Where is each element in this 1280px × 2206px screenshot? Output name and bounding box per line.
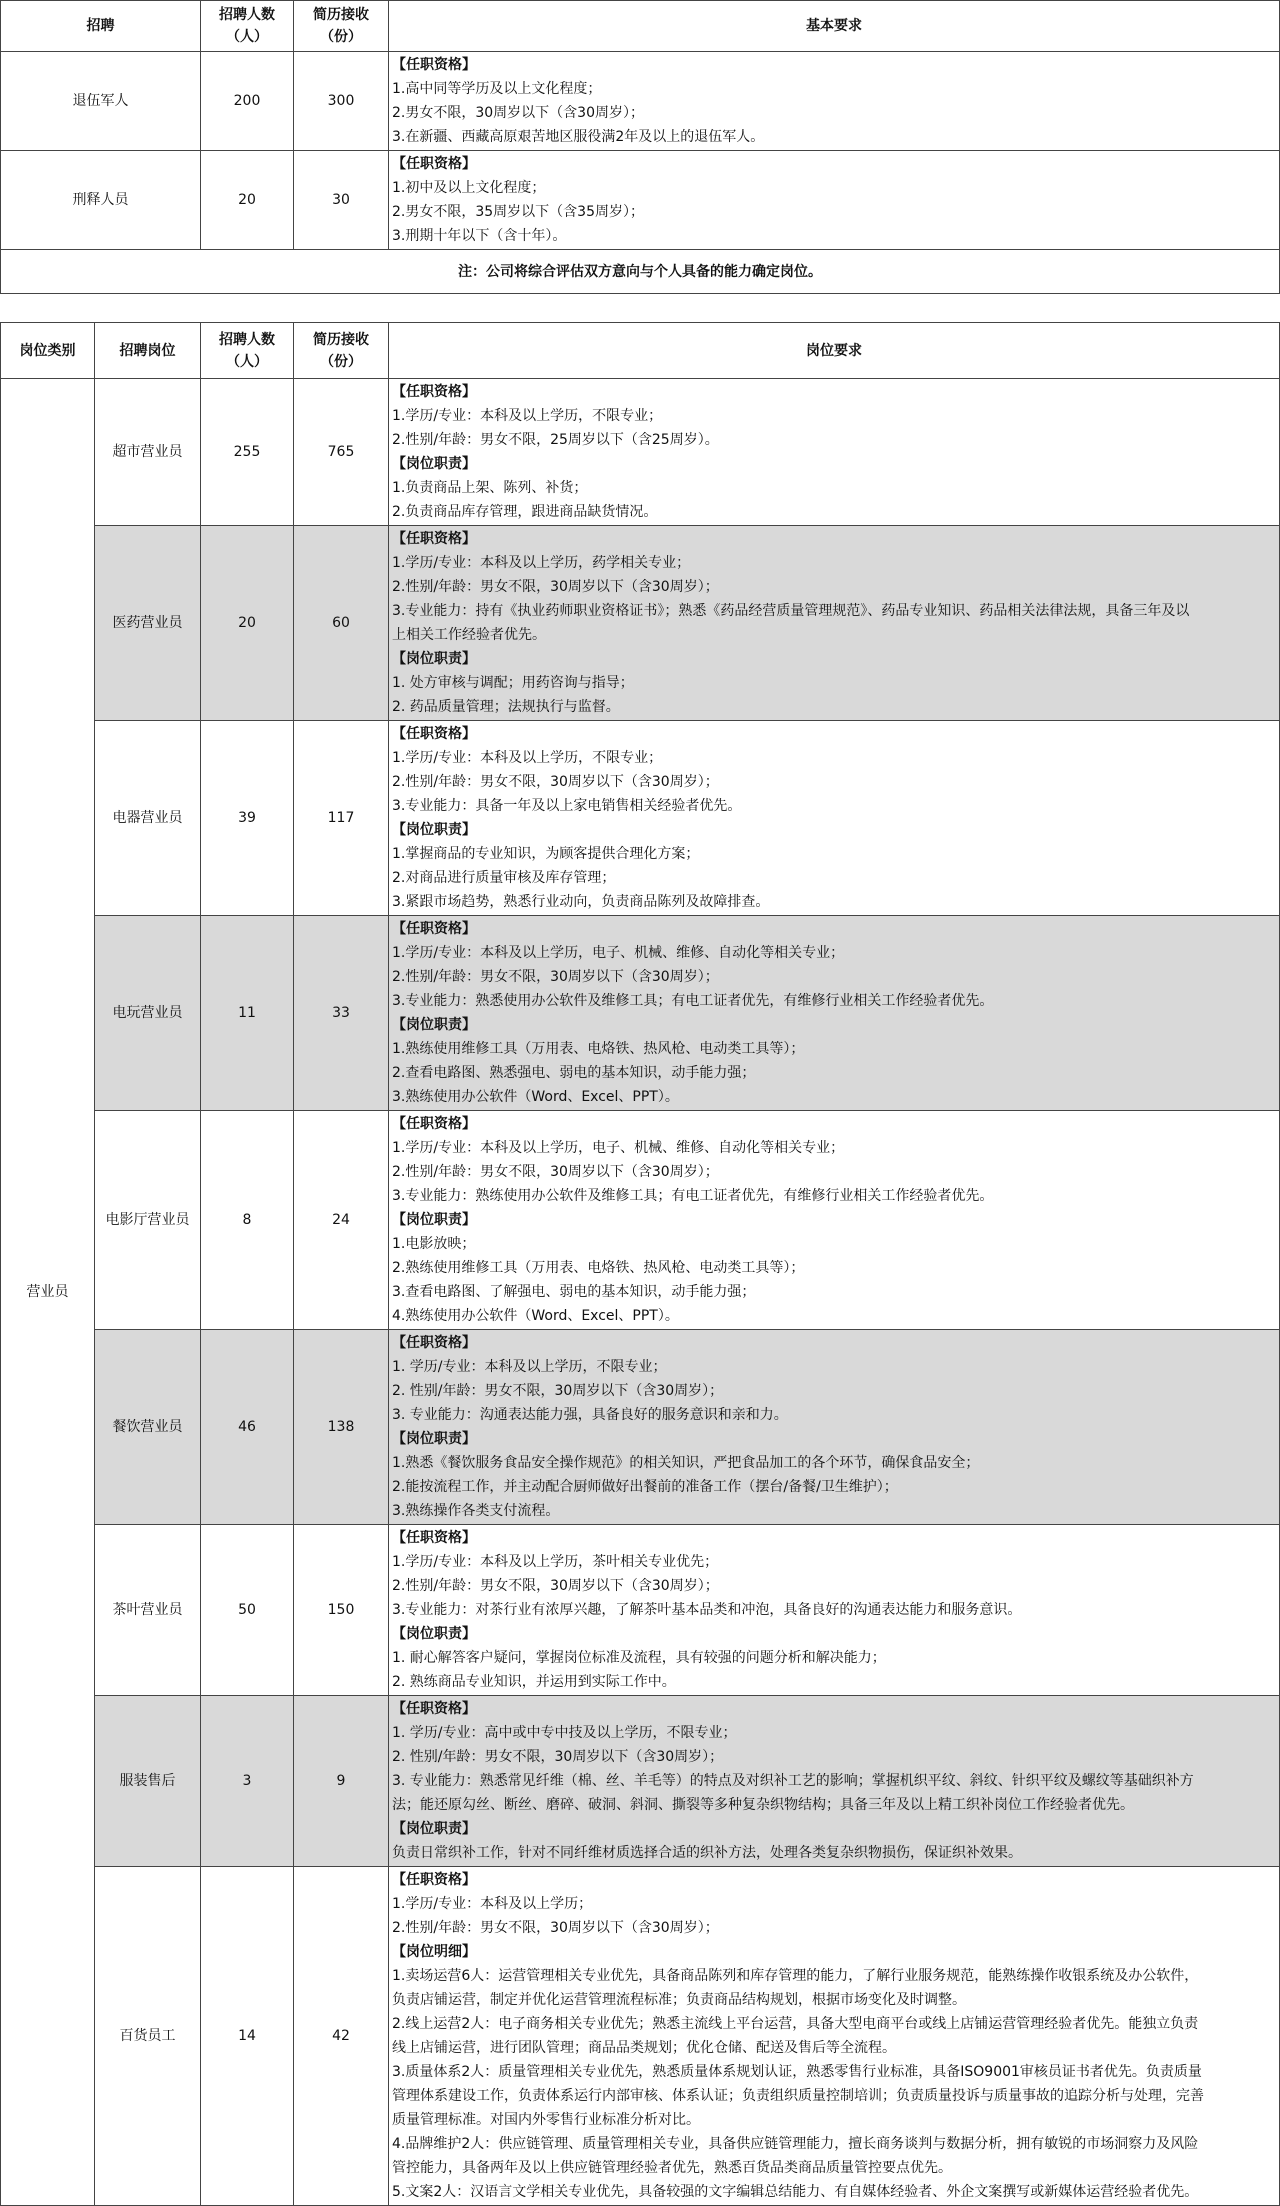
requirement-line: 1.电影放映； xyxy=(392,1236,476,1252)
table-row xyxy=(1,379,1280,526)
requirements-cell xyxy=(389,151,1280,250)
requirement-line: 1. 处方审核与调配；用药咨询与指导； xyxy=(392,675,634,691)
requirements-cell xyxy=(389,52,1280,151)
requirement-line: 3.在新疆、西藏高原艰苦地区服役满2年及以上的退伍军人。 xyxy=(392,129,765,145)
section-heading: 【岗位职责】 xyxy=(392,1626,476,1642)
resumes-cell: 24 xyxy=(294,1111,389,1330)
requirement-line: 3.紧跟市场趋势，熟悉行业动向，负责商品陈列及故障排查。 xyxy=(392,894,770,910)
requirement-line: 2.性别/年龄：男女不限，30周岁以下（含30周岁）； xyxy=(392,969,719,985)
count-cell: 255 xyxy=(201,379,294,526)
table-row xyxy=(1,916,1280,1111)
requirement-line: 3.熟练使用办公软件（Word、Excel、PPT）。 xyxy=(392,1089,679,1105)
table-row xyxy=(1,721,1280,916)
requirement-line: 1. 耐心解答客户疑问，掌握岗位标准及流程，具有较强的问题分析和解决能力； xyxy=(392,1650,886,1666)
requirement-line: 1. 学历/专业：高中或中专中技及以上学历，不限专业； xyxy=(392,1725,737,1741)
requirements-cell xyxy=(389,526,1280,721)
requirement-line: 4.熟练使用办公软件（Word、Excel、PPT）。 xyxy=(392,1308,679,1324)
requirement-line: 1.学历/专业：本科及以上学历，茶叶相关专业优先； xyxy=(392,1554,719,1570)
requirement-line: 1.负责商品上架、陈列、补货； xyxy=(392,480,588,496)
requirement-line: 线上店铺运营，进行团队管理；商品品类规划；优化仓储、配送及售后等全流程。 xyxy=(392,2040,896,2056)
section-heading: 【任职资格】 xyxy=(392,57,476,73)
table-row xyxy=(1,1696,1280,1867)
position-title-cell: 电影厅营业员 xyxy=(95,1111,201,1330)
requirement-line: 2.熟练使用维修工具（万用表、电烙铁、热风枪、电动类工具等）； xyxy=(392,1260,805,1276)
requirement-line: 2.线上运营2人：电子商务相关专业优先；熟悉主流线上平台运营，具备大型电商平台或线上店铺运营管理经验者优先。能独立负责 xyxy=(392,2016,1199,2032)
table-row xyxy=(1,1525,1280,1696)
note-row xyxy=(1,250,1280,294)
count-cell: 8 xyxy=(201,1111,294,1330)
requirement-line: 2.能按流程工作，并主动配合厨师做好出餐前的准备工作（摆台/备餐/卫生维护）； xyxy=(392,1479,898,1495)
count-cell: 200 xyxy=(201,52,294,151)
requirement-line: 2.负责商品库存管理，跟进商品缺货情况。 xyxy=(392,504,658,520)
col-header-requirements: 基本要求 xyxy=(389,1,1280,52)
requirement-line: 2. 熟练商品专业知识，并运用到实际工作中。 xyxy=(392,1674,676,1690)
requirement-line: 3. 专业能力：沟通表达能力强，具备良好的服务意识和亲和力。 xyxy=(392,1407,788,1423)
requirement-line: 2.性别/年龄：男女不限，30周岁以下（含30周岁）； xyxy=(392,1920,719,1936)
section-heading: 【岗位职责】 xyxy=(392,822,476,838)
table-row xyxy=(1,1111,1280,1330)
section-heading: 【任职资格】 xyxy=(392,531,476,547)
position-category-cell: 营业员 xyxy=(1,379,95,2206)
category-cell: 退伍军人 xyxy=(1,52,201,151)
section-heading: 【岗位职责】 xyxy=(392,1212,476,1228)
requirement-line: 4.品牌维护2人：供应链管理、质量管理相关专业，具备供应链管理能力，擅长商务谈判与数据分析，拥有敏锐的市场洞察力及风险 xyxy=(392,2136,1199,2152)
section-heading: 【任职资格】 xyxy=(392,156,476,172)
requirement-line: 负责日常织补工作，针对不同纤维材质选择合适的织补方法，处理各类复杂织物损伤，保证织补效果。 xyxy=(392,1845,1022,1861)
col-header-resumes: 简历接收 （份） xyxy=(294,1,389,52)
resumes-cell: 138 xyxy=(294,1330,389,1525)
section-heading: 【任职资格】 xyxy=(392,1335,476,1351)
section-heading: 【岗位职责】 xyxy=(392,1821,476,1837)
requirements-cell xyxy=(389,1330,1280,1525)
position-table-header xyxy=(1,323,1280,379)
position-title-cell: 电玩营业员 xyxy=(95,916,201,1111)
requirement-line: 2. 性别/年龄：男女不限，30周岁以下（含30周岁）； xyxy=(392,1383,724,1399)
position-title-cell: 餐饮营业员 xyxy=(95,1330,201,1525)
col-header-recruit: 招聘 xyxy=(1,1,201,52)
table-row xyxy=(1,1867,1280,2206)
table-row xyxy=(1,1330,1280,1525)
requirement-line: 1.初中及以上文化程度； xyxy=(392,180,546,196)
requirement-line: 1.学历/专业：本科及以上学历，药学相关专业； xyxy=(392,555,691,571)
count-cell: 39 xyxy=(201,721,294,916)
requirement-line: 管控能力，具备两年及以上供应链管理经验者优先，熟悉百货品类商品质量管控要点优先。 xyxy=(392,2160,952,2176)
requirement-line: 管理体系建设工作，负责体系运行内部审核、体系认证；负责组织质量控制培训；负责质量投诉与质量事故的追踪分析与处理，完善 xyxy=(392,2088,1204,2104)
table-row xyxy=(1,526,1280,721)
section-heading: 【任职资格】 xyxy=(392,1701,476,1717)
count-cell: 14 xyxy=(201,1867,294,2206)
requirement-line: 1.学历/专业：本科及以上学历； xyxy=(392,1896,593,1912)
table-row xyxy=(1,151,1280,250)
requirement-line: 1.掌握商品的专业知识，为顾客提供合理化方案； xyxy=(392,846,700,862)
requirement-line: 1.卖场运营6人：运营管理相关专业优先，具备商品陈列和库存管理的能力，了解行业服务规范，能熟练操作收银系统及办公软件， xyxy=(392,1968,1199,1984)
requirement-line: 1.学历/专业：本科及以上学历，电子、机械、维修、自动化等相关专业； xyxy=(392,945,845,961)
requirement-line: 1.学历/专业：本科及以上学历，不限专业； xyxy=(392,408,663,424)
requirement-line: 法；能还原勾丝、断丝、磨碎、破洞、斜洞、撕裂等多种复杂织物结构；具备三年及以上精工织补岗位工作经验者优先。 xyxy=(392,1797,1134,1813)
requirement-line: 1.熟练使用维修工具（万用表、电烙铁、热风枪、电动类工具等）； xyxy=(392,1041,805,1057)
requirements-cell xyxy=(389,1111,1280,1330)
requirement-line: 2.查看电路图、熟悉强电、弱电的基本知识，动手能力强； xyxy=(392,1065,756,1081)
col-header-count: 招聘人数 （人） xyxy=(201,323,294,379)
position-title-cell: 医药营业员 xyxy=(95,526,201,721)
section-heading: 【岗位职责】 xyxy=(392,456,476,472)
requirement-line: 3.专业能力：具备一年及以上家电销售相关经验者优先。 xyxy=(392,798,742,814)
requirement-line: 3.刑期十年以下（含十年）。 xyxy=(392,228,567,244)
count-cell: 11 xyxy=(201,916,294,1111)
position-title-cell: 百货员工 xyxy=(95,1867,201,2206)
section-heading: 【任职资格】 xyxy=(392,1530,476,1546)
requirement-line: 2.性别/年龄：男女不限，25周岁以下（含25周岁）。 xyxy=(392,432,719,448)
resumes-cell: 42 xyxy=(294,1867,389,2206)
section-heading: 【任职资格】 xyxy=(392,921,476,937)
col-header-resumes: 简历接收 （份） xyxy=(294,323,389,379)
resumes-cell: 60 xyxy=(294,526,389,721)
requirement-line: 1.学历/专业：本科及以上学历，电子、机械、维修、自动化等相关专业； xyxy=(392,1140,845,1156)
section-heading: 【任职资格】 xyxy=(392,1872,476,1888)
resumes-cell: 30 xyxy=(294,151,389,250)
section-heading: 【岗位职责】 xyxy=(392,1431,476,1447)
col-header-count: 招聘人数 （人） xyxy=(201,1,294,52)
requirement-line: 负责店铺运营，制定并优化运营管理流程标准；负责商品结构规划，根据市场变化及时调整。 xyxy=(392,1992,966,2008)
requirement-line: 1.学历/专业：本科及以上学历，不限专业； xyxy=(392,750,663,766)
recruit-table xyxy=(0,0,1280,294)
requirement-line: 3.查看电路图、了解强电、弱电的基本知识，动手能力强； xyxy=(392,1284,756,1300)
requirement-line: 3.专业能力：熟练使用办公软件及维修工具；有电工证者优先，有维修行业相关工作经验者优先。 xyxy=(392,1188,994,1204)
requirement-line: 2.性别/年龄：男女不限，30周岁以下（含30周岁）； xyxy=(392,579,719,595)
count-cell: 50 xyxy=(201,1525,294,1696)
requirements-cell xyxy=(389,1867,1280,2206)
requirement-line: 3. 专业能力：熟悉常见纤维（棉、丝、羊毛等）的特点及对织补工艺的影响；掌握机织平纹、斜纹、针织平纹及螺纹等基础织补方 xyxy=(392,1773,1194,1789)
requirement-line: 2.男女不限，35周岁以下（含35周岁）； xyxy=(392,204,644,220)
resumes-cell: 765 xyxy=(294,379,389,526)
count-cell: 20 xyxy=(201,151,294,250)
resumes-cell: 9 xyxy=(294,1696,389,1867)
requirement-line: 2. 药品质量管理；法规执行与监督。 xyxy=(392,699,620,715)
requirement-line: 2.性别/年龄：男女不限，30周岁以下（含30周岁）； xyxy=(392,1578,719,1594)
section-heading: 【任职资格】 xyxy=(392,384,476,400)
requirement-line: 质量管理标准。对国内外零售行业标准分析对比。 xyxy=(392,2112,700,2128)
requirement-line: 1.熟悉《餐饮服务食品安全操作规范》的相关知识，严把食品加工的各个环节，确保食品安全； xyxy=(392,1455,980,1471)
requirement-line: 2.对商品进行质量审核及库存管理； xyxy=(392,870,616,886)
requirement-line: 2.性别/年龄：男女不限，30周岁以下（含30周岁）； xyxy=(392,774,719,790)
position-title-cell: 茶叶营业员 xyxy=(95,1525,201,1696)
section-heading: 【任职资格】 xyxy=(392,726,476,742)
requirement-line: 2.性别/年龄：男女不限，30周岁以下（含30周岁）； xyxy=(392,1164,719,1180)
section-heading: 【任职资格】 xyxy=(392,1116,476,1132)
category-cell: 刑释人员 xyxy=(1,151,201,250)
section-heading: 【岗位职责】 xyxy=(392,1017,476,1033)
count-cell: 3 xyxy=(201,1696,294,1867)
resumes-cell: 300 xyxy=(294,52,389,151)
requirements-cell xyxy=(389,916,1280,1111)
col-header-category: 岗位类别 xyxy=(1,323,95,379)
requirements-cell xyxy=(389,379,1280,526)
requirement-line: 5.文案2人：汉语言文学相关专业优先，具备较强的文字编辑总结能力、有自媒体经验者、外企文案撰写或新媒体运营经验者优先。 xyxy=(392,2184,1199,2200)
requirement-line: 3.质量体系2人：质量管理相关专业优先，熟悉质量体系规划认证，熟悉零售行业标准，具备ISO9001审核员证书者优先。负责质量 xyxy=(392,2064,1202,2080)
requirement-line: 2.男女不限，30周岁以下（含30周岁）； xyxy=(392,105,644,121)
recruit-table-header xyxy=(1,1,1280,52)
requirement-line: 上相关工作经验者优先。 xyxy=(392,627,546,643)
requirement-line: 3.专业能力：对茶行业有浓厚兴趣，了解茶叶基本品类和冲泡，具备良好的沟通表达能力和服务意识。 xyxy=(392,1602,1022,1618)
count-cell: 20 xyxy=(201,526,294,721)
resumes-cell: 150 xyxy=(294,1525,389,1696)
requirement-line: 1.高中同等学历及以上文化程度； xyxy=(392,81,602,97)
position-title-cell: 超市营业员 xyxy=(95,379,201,526)
section-heading: 【岗位职责】 xyxy=(392,651,476,667)
requirement-line: 3.专业能力：持有《执业药师职业资格证书》；熟悉《药品经营质量管理规范》、药品专业知识、药品相关法律法规，具备三年及以 xyxy=(392,603,1190,619)
position-title-cell: 电器营业员 xyxy=(95,721,201,916)
requirement-line: 2. 性别/年龄：男女不限，30周岁以下（含30周岁）； xyxy=(392,1749,724,1765)
position-table xyxy=(0,322,1280,2206)
requirement-line: 3.专业能力：熟悉使用办公软件及维修工具；有电工证者优先，有维修行业相关工作经验者优先。 xyxy=(392,993,994,1009)
section-heading: 【岗位明细】 xyxy=(392,1944,476,1960)
note-text: 注：公司将综合评估双方意向与个人具备的能力确定岗位。 xyxy=(1,250,1280,294)
col-header-position: 招聘岗位 xyxy=(95,323,201,379)
resumes-cell: 117 xyxy=(294,721,389,916)
requirement-line: 1. 学历/专业：本科及以上学历，不限专业； xyxy=(392,1359,667,1375)
position-title-cell: 服装售后 xyxy=(95,1696,201,1867)
col-header-requirements: 岗位要求 xyxy=(389,323,1280,379)
requirements-cell xyxy=(389,1525,1280,1696)
requirement-line: 3.熟练操作各类支付流程。 xyxy=(392,1503,560,1519)
requirements-cell xyxy=(389,1696,1280,1867)
requirements-cell xyxy=(389,721,1280,916)
resumes-cell: 33 xyxy=(294,916,389,1111)
count-cell: 46 xyxy=(201,1330,294,1525)
table-row xyxy=(1,52,1280,151)
